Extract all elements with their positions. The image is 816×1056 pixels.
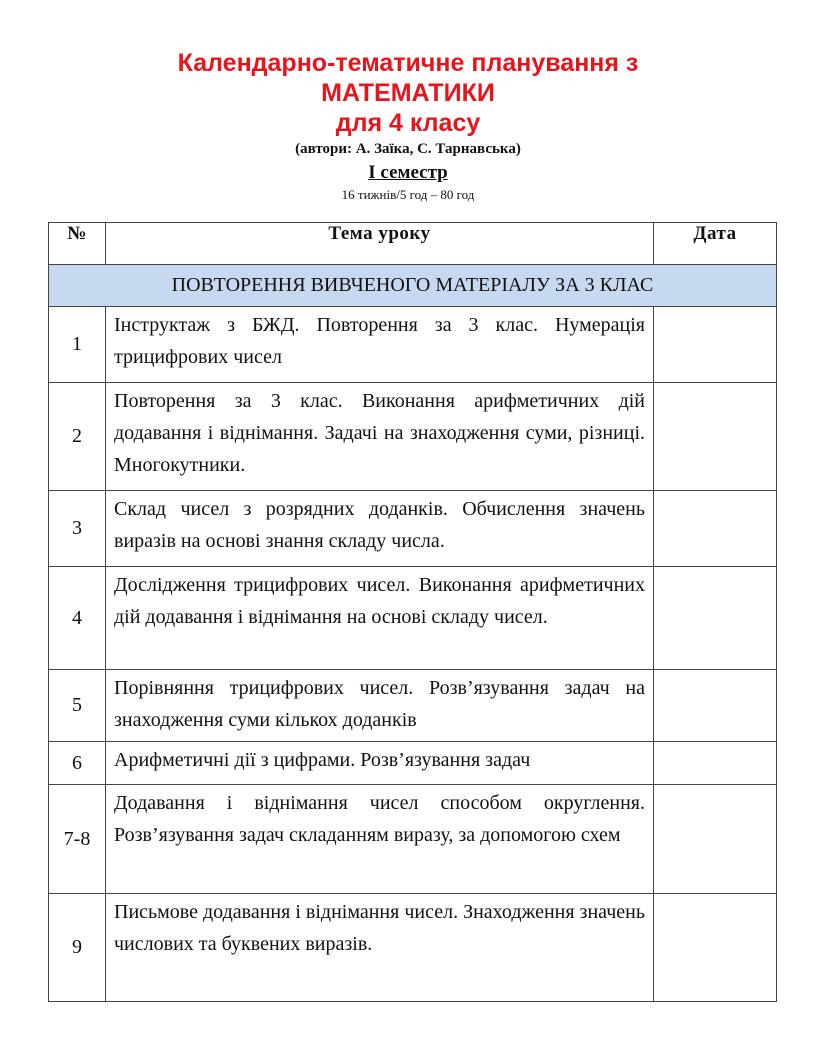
table-row xyxy=(49,670,777,742)
table-row xyxy=(49,785,777,894)
lesson-number: 5 xyxy=(49,670,106,742)
lesson-date xyxy=(654,491,777,567)
document-header xyxy=(0,48,816,203)
lesson-topic: Повторення за 3 клас. Виконання арифметичних дій додавання і віднімання. Задачі на знаходження суми, різниці. Многокутники. xyxy=(106,383,654,491)
lesson-date xyxy=(654,307,777,383)
title-line-2: МАТЕМАТИКИ xyxy=(321,79,495,107)
lesson-number: 1 xyxy=(49,307,106,383)
lesson-date xyxy=(654,383,777,491)
column-header-date: Дата xyxy=(654,223,777,265)
lesson-number: 2 xyxy=(49,383,106,491)
column-header-number: № xyxy=(49,223,106,265)
title-line-3: для 4 класу xyxy=(335,109,481,137)
lesson-date xyxy=(654,785,777,894)
lesson-topic: Додавання і віднімання чисел способом округлення. Розв’язування задач складанням виразу, за допомогою схем xyxy=(106,785,654,894)
lesson-number: 3 xyxy=(49,491,106,567)
table-row xyxy=(49,383,777,491)
lesson-number: 9 xyxy=(49,894,106,1002)
authors: (автори: А. Заїка, С. Тарнавська) xyxy=(295,141,521,157)
section-title: ПОВТОРЕННЯ ВИВЧЕНОГО МАТЕРІАЛУ ЗА 3 КЛАС xyxy=(49,265,777,307)
lesson-number: 7-8 xyxy=(49,785,106,894)
hours-summary: 16 тижнів/5 год – 80 год xyxy=(341,187,475,202)
title-line-1: Календарно-тематичне планування з xyxy=(177,49,639,77)
lesson-date xyxy=(654,894,777,1002)
column-header-topic: Тема уроку xyxy=(106,223,654,265)
table-row xyxy=(49,491,777,567)
table-row xyxy=(49,742,777,785)
table-row xyxy=(49,567,777,670)
table-row xyxy=(49,894,777,1002)
lesson-topic: Інструктаж з БЖД. Повторення за 3 клас. Нумерація трицифрових чисел xyxy=(106,307,654,383)
lesson-date xyxy=(654,670,777,742)
section-row xyxy=(49,265,777,307)
semester-heading: І семестр xyxy=(368,162,448,183)
lesson-number: 6 xyxy=(49,742,106,785)
lesson-number: 4 xyxy=(49,567,106,670)
lesson-topic: Арифметичні дії з цифрами. Розв’язування задач xyxy=(106,742,654,785)
table-row xyxy=(49,307,777,383)
table-header-row xyxy=(49,223,777,265)
lesson-date xyxy=(654,567,777,670)
lesson-plan-table xyxy=(48,222,777,1002)
lesson-topic: Письмове додавання і віднімання чисел. Знаходження значень числових та буквених виразів. xyxy=(106,894,654,1002)
lesson-topic: Дослідження трицифрових чисел. Виконання арифметичних дій додавання і віднімання на основі складу чисел. xyxy=(106,567,654,670)
lesson-topic: Порівняння трицифрових чисел. Розв’язування задач на знаходження суми кількох доданків xyxy=(106,670,654,742)
lesson-date xyxy=(654,742,777,785)
lesson-topic: Склад чисел з розрядних доданків. Обчислення значень виразів на основі знання складу числа. xyxy=(106,491,654,567)
